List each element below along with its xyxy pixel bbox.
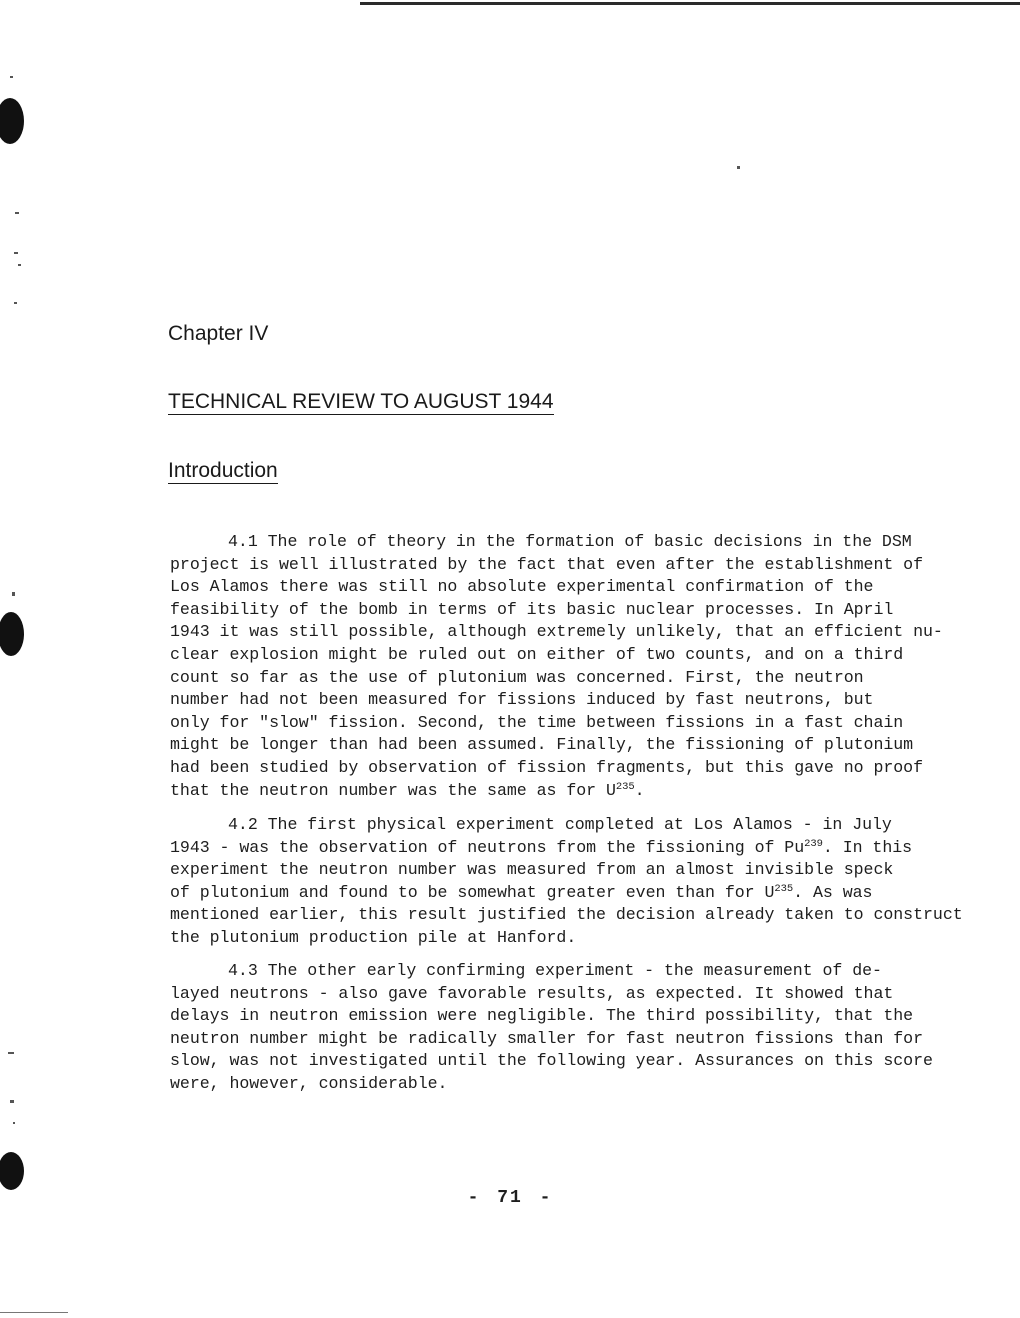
text-run: 1943 - was the observation of neutrons from the fissioning of Pu (170, 837, 805, 857)
scan-speck (12, 592, 15, 596)
paragraph-4-2 (170, 814, 963, 950)
text-line: 4.3 The other early confirming experiment - the measurement of de- (228, 961, 882, 980)
text-line: feasibility of the bomb in terms of its basic nuclear processes. In April (170, 599, 894, 619)
binder-hole-middle (0, 612, 24, 656)
scan-speck (10, 1100, 14, 1103)
text-line: Los Alamos there was still no absolute experimental confirmation of the (170, 577, 874, 597)
chapter-title (168, 390, 554, 414)
text-line (170, 780, 930, 803)
text-line: count so far as the use of plutonium was concerned. First, the neutron (170, 667, 864, 687)
text-line: number had not been measured for fissions induced by fast neutrons, but (170, 690, 874, 710)
bottom-scan-rule (0, 1312, 68, 1313)
isotope-superscript: 235 (774, 882, 794, 895)
scan-speck (14, 302, 17, 304)
scan-speck (737, 166, 740, 169)
text-line: had been studied by observation of fission fragments, but this gave no proof (170, 757, 923, 777)
text-run: . In this (822, 837, 913, 857)
scan-speck (10, 76, 13, 78)
isotope-superscript: 239 (804, 837, 823, 850)
page-number: - 71 - (467, 1188, 553, 1208)
binder-hole-top (0, 98, 24, 144)
scan-speck (14, 252, 18, 254)
text-run: that the neutron number was the same as for U (170, 780, 616, 800)
scan-speck (15, 212, 19, 214)
text-line: might be longer than had been assumed. Finally, the fissioning of plutonium (170, 735, 914, 755)
text-line (170, 837, 930, 860)
text-run: . As was (793, 882, 873, 902)
scan-speck (18, 264, 21, 266)
text-run: . (634, 780, 645, 800)
text-line: clear explosion might be ruled out on either of two counts, and on a third (170, 644, 904, 664)
text-line: were, however, considerable. (170, 1073, 448, 1093)
text-line: 4.2 The first physical experiment completed at Los Alamos - in July (228, 815, 892, 834)
text-line: delays in neutron emission were negligible. The third possibility, that the (170, 1006, 914, 1026)
text-line: slow, was not investigated until the following year. Assurances on this score (170, 1051, 933, 1071)
top-scan-rule (360, 2, 1020, 5)
text-line: neutron number might be radically smaller for fast neutron fissions than for (170, 1028, 923, 1048)
chapter-title-text: TECHNICAL REVIEW TO AUGUST 1944 (168, 390, 554, 413)
text-line: experiment the neutron number was measured from an almost invisible speck (170, 860, 894, 880)
text-line: project is well illustrated by the fact that even after the establishment of (170, 554, 923, 574)
text-line: layed neutrons - also gave favorable results, as expected. It showed that (170, 983, 894, 1003)
section-heading-text: Introduction (168, 459, 278, 482)
text-line: mentioned earlier, this result justified the decision already taken to construct (170, 905, 963, 925)
text-line (170, 882, 930, 905)
text-line: 1943 it was still possible, although extremely unlikely, that an efficient nu- (170, 622, 943, 642)
text-line: only for "slow" fission. Second, the time between fissions in a fast chain (170, 712, 904, 732)
text-line: 4.1 The role of theory in the formation of basic decisions in the DSM (228, 532, 912, 551)
chapter-label: Chapter IV (168, 322, 269, 345)
text-run: of plutonium and found to be somewhat greater even than for U (170, 882, 775, 902)
paragraph-4-1 (170, 531, 943, 802)
binder-hole-bottom (0, 1152, 24, 1190)
scan-speck (13, 1122, 15, 1124)
scan-speck (8, 1052, 14, 1054)
section-heading (168, 459, 278, 483)
isotope-superscript: 235 (615, 780, 635, 793)
text-line: the plutonium production pile at Hanford. (170, 927, 577, 947)
paragraph-4-3 (170, 960, 933, 1096)
